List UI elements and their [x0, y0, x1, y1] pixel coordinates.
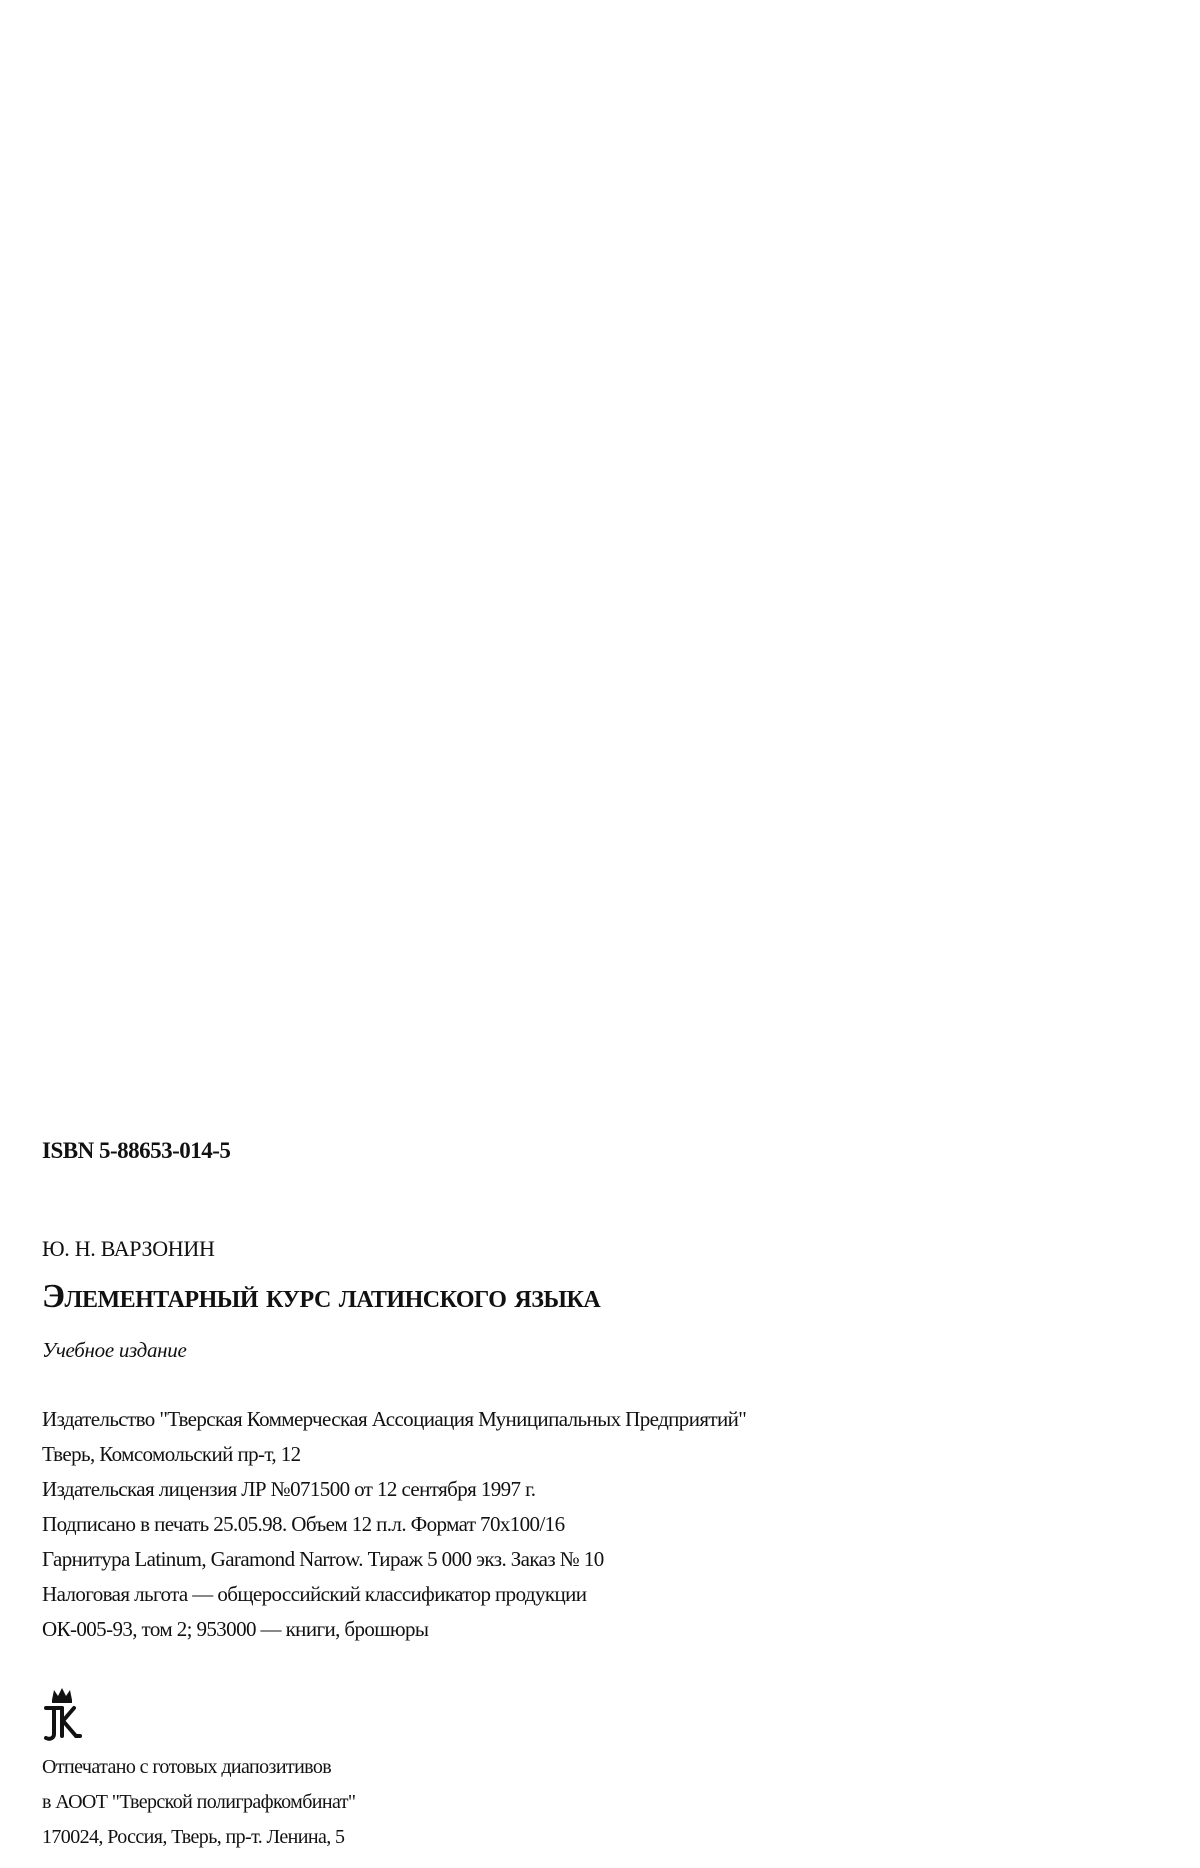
printer-line-printed-from: Отпечатано с готовых диапозитивов	[42, 1756, 332, 1778]
author-name: Ю. Н. ВАРЗОНИН	[42, 1236, 215, 1261]
edition-type: Учебное издание	[42, 1338, 187, 1362]
isbn: ISBN 5-88653-014-5	[42, 1138, 231, 1163]
printer-details	[42, 1750, 355, 1855]
crowned-monogram-logo-icon	[40, 1686, 84, 1742]
book-title: Элементарный курс латинского языка	[42, 1278, 601, 1315]
printer-line-address: 170024, Россия, Тверь, пр-т. Ленина, 5	[42, 1826, 345, 1848]
imprint-line-print-data: Подписано в печать 25.05.98. Объем 12 п.л. Формат 70x100/16	[42, 1512, 565, 1536]
imprint-line-publisher: Издательство "Тверская Коммерческая Ассоциация Муниципальных Предприятий"	[42, 1407, 747, 1431]
imprint-line-address: Тверь, Комсомольский пр-т, 12	[42, 1442, 301, 1466]
imprint-line-tax: Налоговая льгота — общероссийский классификатор продукции	[42, 1582, 587, 1606]
printer-line-plant: в АООТ "Тверской полиграфкомбинат"	[42, 1791, 356, 1813]
imprint-line-typeface-run: Гарнитура Latinum, Garamond Narrow. Тираж 5 000 экз. Заказ № 10	[42, 1547, 604, 1571]
imprint-line-classifier: ОК-005-93, том 2; 953000 — книги, брошюры	[42, 1617, 429, 1641]
imprint-line-license: Издательская лицензия ЛР №071500 от 12 сентября 1997 г.	[42, 1477, 536, 1501]
imprint-details	[42, 1402, 746, 1647]
